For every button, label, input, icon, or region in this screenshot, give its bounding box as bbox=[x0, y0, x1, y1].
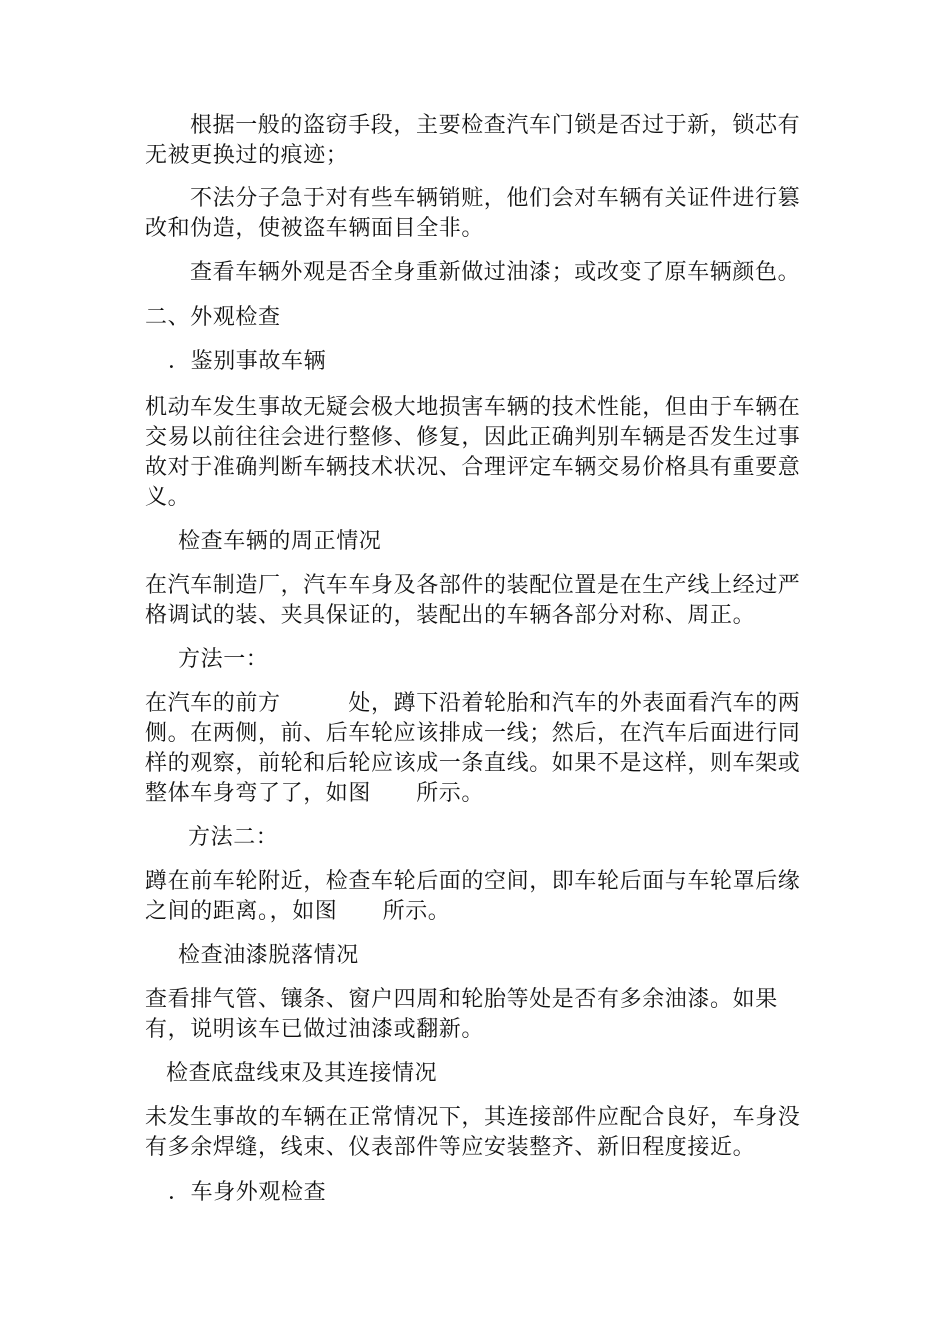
paragraph-line: 根据一般的盗窃手段，主要检查汽车门锁是否过于新，锁芯有 bbox=[190, 113, 801, 138]
paragraph-line: 改和伪造，使被盗车辆面目全非。 bbox=[145, 216, 485, 241]
paragraph-line: 在汽车制造厂，汽车车身及各部件的装配位置是在生产线上经过严 bbox=[145, 573, 801, 598]
paragraph-line: 不法分子急于对有些车辆销赃，他们会对车辆有关证件进行篡 bbox=[190, 186, 801, 211]
paragraph-line: 未发生事故的车辆在正常情况下，其连接部件应配合良好，车身没 bbox=[145, 1105, 801, 1130]
paragraph-line: 蹲在前车轮附近，检查车轮后面的空间，即车轮后面与车轮罩后缘 bbox=[145, 869, 801, 894]
paragraph-line: 之间的距离。，如图 所示。 bbox=[145, 899, 451, 924]
paragraph-line: 故对于准确判断车辆技术状况、合理评定车辆交易价格具有重要意 bbox=[145, 455, 801, 480]
subsection-heading: ．鉴别事故车辆 bbox=[168, 349, 327, 374]
paragraph-line: 查看排气管、镶条、窗户四周和轮胎等处是否有多余油漆。如果 bbox=[145, 987, 778, 1012]
paragraph-line: 交易以前往往会进行整修、修复，因此正确判别车辆是否发生过事 bbox=[145, 425, 801, 450]
paragraph-line: 侧。在两侧，前、后车轮应该排成一线；然后，在汽车后面进行同 bbox=[145, 721, 801, 746]
subsection-heading: ．车身外观检查 bbox=[168, 1180, 327, 1205]
method-heading: 方法一： bbox=[178, 647, 269, 672]
paragraph-line: 有多余焊缝，线束、仪表部件等应安装整齐、新旧程度接近。 bbox=[145, 1135, 756, 1160]
paragraph-line: 机动车发生事故无疑会极大地损害车辆的技术性能，但由于车辆在 bbox=[145, 395, 801, 420]
paragraph-line: 样的观察，前轮和后轮应该成一条直线。如果不是这样，则车架或 bbox=[145, 751, 801, 776]
paragraph-line: 在汽车的前方 处，蹲下沿着轮胎和汽车的外表面看汽车的两 bbox=[145, 691, 801, 716]
paragraph-line: 义。 bbox=[145, 485, 191, 510]
subsection-heading: 检查底盘线束及其连接情况 bbox=[166, 1061, 438, 1086]
paragraph-line: 查看车辆外观是否全身重新做过油漆；或改变了原车辆颜色。 bbox=[190, 260, 801, 285]
subsection-heading: 检查车辆的周正情况 bbox=[178, 529, 382, 554]
paragraph-line: 有，说明该车已做过油漆或翻新。 bbox=[145, 1017, 485, 1042]
paragraph-line: 格调试的装、夹具保证的，装配出的车辆各部分对称、周正。 bbox=[145, 603, 756, 628]
subsection-heading: 检查油漆脱落情况 bbox=[178, 943, 359, 968]
paragraph-line: 整体车身弯了了，如图 所示。 bbox=[145, 781, 485, 806]
paragraph-line: 无被更换过的痕迹； bbox=[145, 143, 349, 168]
section-heading: 二、外观检查 bbox=[145, 305, 281, 330]
method-heading: 方法二： bbox=[188, 825, 279, 850]
